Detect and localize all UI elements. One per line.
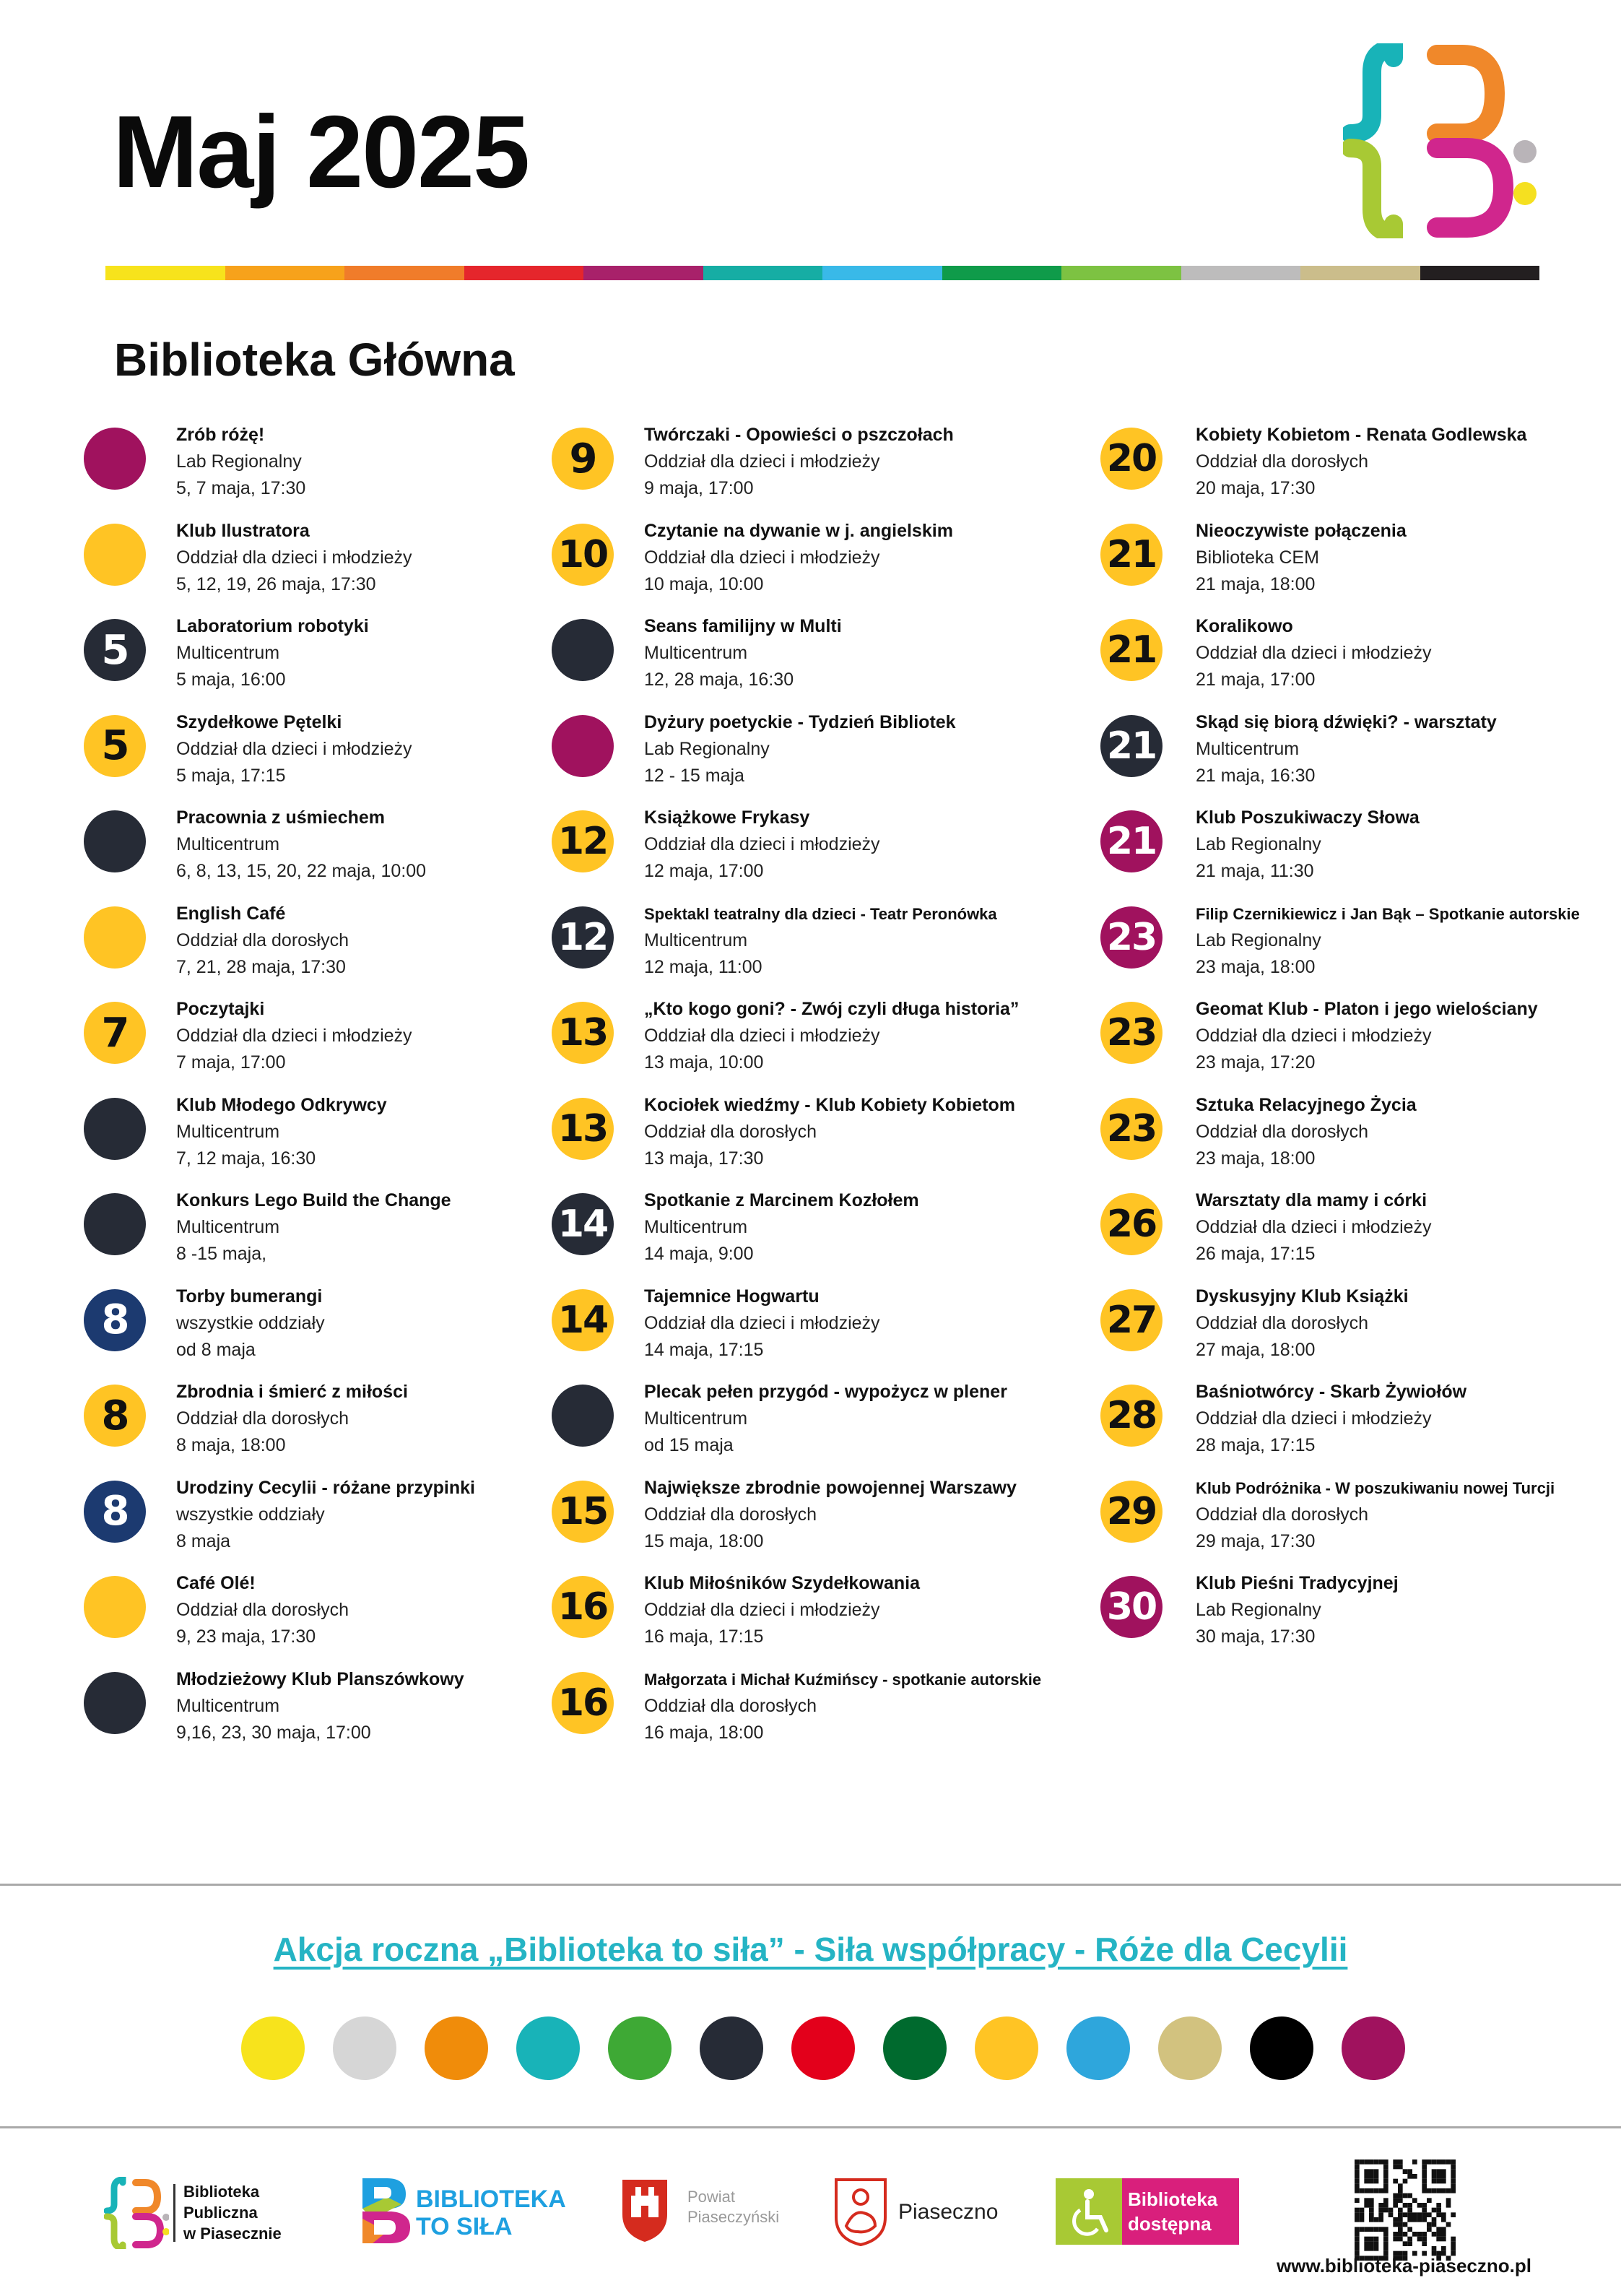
event-place: Multicentrum	[176, 643, 280, 663]
event-name: Młodzieżowy Klub Planszówkowy	[176, 1668, 464, 1689]
date-badge: 12	[552, 906, 614, 969]
event-item	[81, 993, 586, 1089]
date-badge: 10	[552, 524, 614, 586]
event-item	[549, 1184, 1054, 1281]
color-dot	[1066, 2016, 1130, 2080]
event-name: Konkurs Lego Build the Change	[176, 1190, 451, 1210]
event-name: Kociołek wiedźmy - Klub Kobiety Kobietom	[644, 1094, 1015, 1115]
event-name: Szydełkowe Pętelki	[176, 711, 342, 732]
event-name: Dyżury poetyckie - Tydzień Bibliotek	[644, 711, 956, 732]
event-details	[1196, 1570, 1621, 1650]
event-details	[1196, 1187, 1621, 1268]
event-place: Oddział dla dzieci i młodzieży	[644, 547, 880, 568]
stripe-segment	[1181, 266, 1301, 280]
stripe-segment	[942, 266, 1062, 280]
date-badge	[84, 1576, 146, 1638]
event-place: Oddział dla dorosłych	[176, 1408, 349, 1429]
date-badge: 27	[1100, 1289, 1162, 1351]
event-time: 30 maja, 17:30	[1196, 1626, 1316, 1647]
event-time: 26 maja, 17:15	[1196, 1244, 1316, 1264]
bts-b-icon	[358, 2175, 413, 2245]
piaseczno-crest-icon	[832, 2175, 890, 2248]
event-time: 5 maja, 17:15	[176, 765, 286, 786]
date-badge: 8	[84, 1385, 146, 1447]
date-badge: 9	[552, 428, 614, 490]
event-item	[81, 1567, 586, 1663]
event-place: Lab Regionalny	[176, 451, 302, 472]
event-time: 7 maja, 17:00	[176, 1052, 286, 1073]
biblioteka-dostepna-logo[interactable]	[1056, 2178, 1243, 2245]
event-time: 5, 7 maja, 17:30	[176, 478, 306, 498]
event-time: 16 maja, 18:00	[644, 1722, 764, 1743]
date-badge: 28	[1100, 1385, 1162, 1447]
event-time: 28 maja, 17:15	[1196, 1435, 1316, 1455]
event-place: wszystkie oddziały	[176, 1504, 325, 1525]
event-place: Oddział dla dorosłych	[176, 1600, 349, 1620]
date-badge: 30	[1100, 1576, 1162, 1638]
event-name: Filip Czernikiewicz i Jan Bąk – Spotkanie autorskie	[1196, 904, 1580, 923]
stripe-segment	[703, 266, 823, 280]
date-badge	[84, 1193, 146, 1255]
event-item	[81, 1184, 586, 1281]
event-name: Tajemnice Hogwartu	[644, 1286, 820, 1307]
event-name: Dyskusyjny Klub Książki	[1196, 1286, 1409, 1307]
event-item	[81, 1472, 586, 1568]
event-place: Oddział dla dzieci i młodzieży	[1196, 1217, 1432, 1237]
color-dot	[1158, 2016, 1222, 2080]
stripe-segment	[822, 266, 942, 280]
event-item	[1098, 802, 1603, 898]
event-details	[644, 613, 1106, 693]
date-badge: 21	[1100, 715, 1162, 777]
event-item	[81, 1376, 586, 1472]
event-name: Pracownia z uśmiechem	[176, 807, 386, 828]
event-time: 8 maja	[176, 1530, 231, 1551]
powiat-crest-icon	[620, 2177, 670, 2243]
bts-text: BIBLIOTEKA TO SIŁA	[416, 2185, 566, 2240]
event-place: Oddział dla dorosłych	[644, 1504, 817, 1525]
date-badge: 5	[84, 619, 146, 681]
date-badge: 14	[552, 1193, 614, 1255]
color-dots	[241, 2016, 1411, 2081]
event-details	[1196, 805, 1621, 885]
event-item	[549, 515, 1054, 611]
event-name: „Kto kogo goni? - Zwój czyli długa historia”	[644, 999, 1020, 1019]
event-place: Oddział dla dzieci i młodzieży	[176, 1026, 412, 1046]
date-badge: 26	[1100, 1193, 1162, 1255]
event-details	[644, 1666, 1106, 1746]
date-badge	[552, 1385, 614, 1447]
event-details	[644, 1379, 1106, 1459]
event-item	[81, 515, 586, 611]
event-name: Seans familijny w Multi	[644, 616, 842, 636]
event-time: 23 maja, 18:00	[1196, 956, 1316, 977]
event-name: Baśniotwórcy - Skarb Żywiołów	[1196, 1382, 1467, 1402]
event-time: 8 maja, 18:00	[176, 1435, 286, 1455]
event-time: 14 maja, 17:15	[644, 1339, 764, 1360]
event-place: Lab Regionalny	[1196, 930, 1321, 950]
event-item	[1098, 610, 1603, 706]
event-place: wszystkie oddziały	[176, 1312, 325, 1333]
event-place: Multicentrum	[176, 1121, 280, 1142]
events-column-2	[549, 419, 1054, 1759]
qr-code-icon[interactable]	[1355, 2159, 1456, 2261]
event-place: Lab Regionalny	[644, 738, 770, 759]
stripe-segment	[1300, 266, 1420, 280]
event-details	[1196, 613, 1621, 693]
campaign-link[interactable]: Akcja roczna „Biblioteka to siła” - Siła współpracy - Róże dla Cecylii	[273, 1931, 1348, 1968]
event-item	[549, 898, 1054, 994]
color-dot	[241, 2016, 305, 2080]
date-badge: 5	[84, 715, 146, 777]
event-name: Klub Ilustratora	[176, 520, 310, 541]
color-dot	[700, 2016, 763, 2080]
event-name: Warsztaty dla mamy i córki	[1196, 1190, 1427, 1210]
event-name: Kobiety Kobietom - Renata Godlewska	[1196, 425, 1527, 445]
event-name: Małgorzata i Michał Kuźmińscy - spotkanie autorskie	[644, 1670, 1042, 1689]
event-item	[81, 898, 586, 994]
stripe-segment	[105, 266, 225, 280]
event-place: Oddział dla dzieci i młodzieży	[644, 834, 880, 854]
date-badge	[552, 619, 614, 681]
event-name: Zbrodnia i śmierć z miłości	[176, 1382, 408, 1402]
date-badge: 29	[1100, 1481, 1162, 1543]
stripe-segment	[1061, 266, 1181, 280]
event-place: Oddział dla dzieci i młodzieży	[644, 1312, 880, 1333]
event-time: od 15 maja	[644, 1435, 734, 1455]
event-name: Urodziny Cecylii - różane przypinki	[176, 1477, 475, 1498]
event-item	[81, 1663, 586, 1759]
piaseczno-text: Piaseczno	[898, 2200, 999, 2224]
event-item	[1098, 1089, 1603, 1185]
event-name: Café Olé!	[176, 1573, 256, 1593]
event-time: 27 maja, 18:00	[1196, 1339, 1316, 1360]
event-time: 7, 21, 28 maja, 17:30	[176, 956, 346, 977]
event-name: Klub Podróżnika - W poszukiwaniu nowej Turcji	[1196, 1478, 1555, 1497]
color-dot	[608, 2016, 672, 2080]
event-place: Lab Regionalny	[1196, 834, 1321, 854]
event-place: Oddział dla dorosłych	[1196, 1312, 1369, 1333]
event-item	[1098, 1472, 1603, 1568]
event-item	[549, 419, 1054, 515]
event-name: Spektakl teatralny dla dzieci - Teatr Peronówka	[644, 904, 997, 923]
events-column-3	[1098, 419, 1603, 1663]
event-details	[1196, 709, 1621, 789]
date-badge	[84, 906, 146, 969]
date-badge: 23	[1100, 906, 1162, 969]
color-dot	[425, 2016, 488, 2080]
event-time: od 8 maja	[176, 1339, 256, 1360]
event-name: Książkowe Frykasy	[644, 807, 810, 828]
biblioteka-b-logo-icon	[1343, 43, 1552, 238]
event-place: Multicentrum	[176, 1217, 280, 1237]
event-time: 9,16, 23, 30 maja, 17:00	[176, 1722, 371, 1743]
event-time: 21 maja, 11:30	[1196, 861, 1314, 881]
event-name: Plecak pełen przygód - wypożycz w plener	[644, 1382, 1007, 1402]
event-name: Czytanie na dywanie w j. angielskim	[644, 520, 953, 541]
event-place: Oddział dla dzieci i młodzieży	[1196, 643, 1432, 663]
date-badge: 21	[1100, 524, 1162, 586]
event-details	[644, 1092, 1106, 1172]
event-time: 14 maja, 9:00	[644, 1244, 754, 1264]
event-name: Klub Poszukiwaczy Słowa	[1196, 807, 1420, 828]
date-badge: 21	[1100, 619, 1162, 681]
event-time: 23 maja, 17:20	[1196, 1052, 1316, 1073]
event-details	[644, 1475, 1106, 1555]
color-dot	[883, 2016, 947, 2080]
color-stripe	[105, 266, 1539, 280]
event-place: Oddział dla dzieci i młodzieży	[644, 1600, 880, 1620]
color-dot	[333, 2016, 396, 2080]
event-time: 20 maja, 17:30	[1196, 478, 1316, 498]
event-details	[644, 1570, 1106, 1650]
event-details	[644, 901, 1106, 981]
date-badge	[84, 524, 146, 586]
event-item	[1098, 993, 1603, 1089]
event-place: Oddział dla dzieci i młodzieży	[644, 1026, 880, 1046]
event-item	[549, 1472, 1054, 1568]
event-time: 9, 23 maja, 17:30	[176, 1626, 316, 1647]
logo-separator	[173, 2184, 175, 2242]
event-time: 5 maja, 16:00	[176, 670, 286, 690]
event-name: Koralikowo	[1196, 616, 1293, 636]
event-time: 6, 8, 13, 15, 20, 22 maja, 10:00	[176, 861, 427, 881]
event-item	[549, 1089, 1054, 1185]
event-time: 10 maja, 10:00	[644, 573, 764, 594]
event-name: Zrób różę!	[176, 425, 265, 445]
event-place: Oddział dla dorosłych	[1196, 451, 1369, 472]
event-place: Oddział dla dorosłych	[1196, 1504, 1369, 1525]
event-name: Twórczaki - Opowieści o pszczołach	[644, 425, 954, 445]
library-logo-icon	[104, 2177, 169, 2249]
event-time: 29 maja, 17:30	[1196, 1530, 1316, 1551]
event-item	[1098, 706, 1603, 802]
event-details	[1196, 422, 1621, 502]
library-logo[interactable]	[104, 2177, 313, 2249]
date-badge	[84, 428, 146, 490]
event-place: Multicentrum	[176, 1695, 280, 1716]
date-badge: 15	[552, 1481, 614, 1543]
event-name: Laboratorium robotyki	[176, 616, 369, 636]
color-dot	[1342, 2016, 1405, 2080]
footer	[0, 2159, 1621, 2296]
event-place: Oddział dla dorosłych	[1196, 1121, 1369, 1142]
date-badge: 13	[552, 1002, 614, 1064]
event-item	[81, 419, 586, 515]
event-item	[81, 706, 586, 802]
event-details	[644, 805, 1106, 885]
event-name: Spotkanie z Marcinem Kozłołem	[644, 1190, 919, 1210]
dostepna-text: Biblioteka dostępna	[1122, 2178, 1239, 2245]
event-place: Biblioteka CEM	[1196, 547, 1319, 568]
event-time: 5, 12, 19, 26 maja, 17:30	[176, 573, 376, 594]
accessibility-icon	[1056, 2178, 1122, 2245]
color-dot	[975, 2016, 1038, 2080]
event-item	[1098, 515, 1603, 611]
event-time: 12 - 15 maja	[644, 765, 744, 786]
date-badge: 14	[552, 1289, 614, 1351]
date-badge	[84, 1098, 146, 1160]
event-place: Multicentrum	[176, 834, 280, 854]
event-details	[1196, 901, 1621, 981]
event-details	[644, 1187, 1106, 1268]
biblioteka-to-sila-logo[interactable]	[358, 2175, 566, 2245]
event-item	[549, 610, 1054, 706]
event-place: Multicentrum	[644, 1408, 748, 1429]
event-place: Multicentrum	[1196, 738, 1300, 759]
event-place: Multicentrum	[644, 930, 748, 950]
event-name: Poczytajki	[176, 999, 265, 1019]
event-time: 16 maja, 17:15	[644, 1626, 764, 1647]
event-time: 9 maja, 17:00	[644, 478, 754, 498]
event-place: Oddział dla dorosłych	[644, 1121, 817, 1142]
date-badge: 16	[552, 1576, 614, 1638]
divider	[0, 1884, 1621, 1886]
event-item	[1098, 1567, 1603, 1663]
event-name: Klub Miłośników Szydełkowania	[644, 1573, 921, 1593]
event-item	[1098, 1281, 1603, 1377]
event-place: Oddział dla dorosłych	[644, 1695, 817, 1716]
page-title: Maj 2025	[113, 95, 529, 209]
event-name: Klub Pieśni Tradycyjnej	[1196, 1573, 1399, 1593]
date-badge: 16	[552, 1672, 614, 1734]
event-details	[644, 422, 1106, 502]
date-badge: 8	[84, 1289, 146, 1351]
event-item	[81, 1281, 586, 1377]
event-name: Skąd się biorą dźwięki? - warsztaty	[1196, 711, 1497, 732]
color-dot	[516, 2016, 580, 2080]
event-name: Geomat Klub - Platon i jego wielościany	[1196, 999, 1538, 1019]
event-item	[549, 993, 1054, 1089]
date-badge: 8	[84, 1481, 146, 1543]
event-place: Oddział dla dorosłych	[176, 930, 349, 950]
event-time: 23 maja, 18:00	[1196, 1148, 1316, 1169]
piaseczno-logo[interactable]	[832, 2175, 1012, 2248]
event-details	[644, 518, 1106, 598]
powiat-logo[interactable]	[620, 2177, 793, 2246]
date-badge: 12	[552, 810, 614, 872]
event-item	[81, 610, 586, 706]
event-time: 8 -15 maja,	[176, 1244, 267, 1264]
date-badge	[84, 810, 146, 872]
date-badge: 23	[1100, 1002, 1162, 1064]
event-details	[1196, 518, 1621, 598]
event-time: 21 maja, 18:00	[1196, 573, 1316, 594]
event-item	[549, 1663, 1054, 1759]
event-name: Torby bumerangi	[176, 1286, 323, 1307]
event-item	[1098, 898, 1603, 994]
event-place: Oddział dla dzieci i młodzieży	[1196, 1408, 1432, 1429]
event-name: Nieoczywiste połączenia	[1196, 520, 1407, 541]
event-details	[644, 1283, 1106, 1364]
event-time: 15 maja, 18:00	[644, 1530, 764, 1551]
event-details	[644, 709, 1106, 789]
event-time: 13 maja, 10:00	[644, 1052, 764, 1073]
event-item	[549, 1376, 1054, 1472]
event-item	[1098, 1376, 1603, 1472]
event-item	[549, 706, 1054, 802]
event-item	[549, 1281, 1054, 1377]
event-place: Lab Regionalny	[1196, 1600, 1321, 1620]
event-time: 12 maja, 11:00	[644, 956, 762, 977]
event-time: 12, 28 maja, 16:30	[644, 670, 794, 690]
event-time: 12 maja, 17:00	[644, 861, 764, 881]
event-place: Oddział dla dzieci i młodzieży	[176, 547, 412, 568]
stripe-segment	[344, 266, 464, 280]
event-details	[1196, 996, 1621, 1076]
section-title: Biblioteka Główna	[114, 334, 515, 386]
event-details	[644, 996, 1106, 1076]
event-name: English Café	[176, 903, 286, 924]
event-item	[549, 802, 1054, 898]
event-time: 13 maja, 17:30	[644, 1148, 764, 1169]
event-item	[549, 1567, 1054, 1663]
event-details	[1196, 1283, 1621, 1364]
event-name: Sztuka Relacyjnego Życia	[1196, 1094, 1417, 1115]
date-badge	[552, 715, 614, 777]
event-item	[1098, 419, 1603, 515]
event-details	[1196, 1379, 1621, 1459]
color-dot	[791, 2016, 855, 2080]
event-details	[1196, 1092, 1621, 1172]
event-place: Oddział dla dzieci i młodzieży	[1196, 1026, 1432, 1046]
date-badge: 7	[84, 1002, 146, 1064]
date-badge: 23	[1100, 1098, 1162, 1160]
date-badge: 13	[552, 1098, 614, 1160]
divider	[0, 2126, 1621, 2128]
event-time: 21 maja, 16:30	[1196, 765, 1316, 786]
event-item	[81, 1089, 586, 1185]
event-details	[1196, 1475, 1621, 1555]
library-logo-text: Biblioteka Publiczna w Piasecznie	[183, 2183, 282, 2243]
stripe-segment	[1420, 266, 1540, 280]
stripe-segment	[583, 266, 703, 280]
event-place: Multicentrum	[644, 1217, 748, 1237]
website-url[interactable]: www.biblioteka-piaseczno.pl	[1277, 2255, 1531, 2276]
event-item	[1098, 1184, 1603, 1281]
date-badge	[84, 1672, 146, 1734]
event-item	[81, 802, 586, 898]
event-place: Oddział dla dzieci i młodzieży	[176, 738, 412, 759]
event-place: Oddział dla dzieci i młodzieży	[644, 451, 880, 472]
event-time: 21 maja, 17:00	[1196, 670, 1316, 690]
event-name: Największe zbrodnie powojennej Warszawy	[644, 1477, 1017, 1498]
stripe-segment	[464, 266, 584, 280]
color-dot	[1250, 2016, 1313, 2080]
event-place: Multicentrum	[644, 643, 748, 663]
date-badge: 21	[1100, 810, 1162, 872]
event-time: 7, 12 maja, 16:30	[176, 1148, 316, 1169]
event-name: Klub Młodego Odkrywcy	[176, 1094, 387, 1115]
events-column-1	[81, 419, 586, 1759]
stripe-segment	[225, 266, 345, 280]
powiat-text: Powiat Piaseczyński	[687, 2188, 780, 2226]
date-badge: 20	[1100, 428, 1162, 490]
